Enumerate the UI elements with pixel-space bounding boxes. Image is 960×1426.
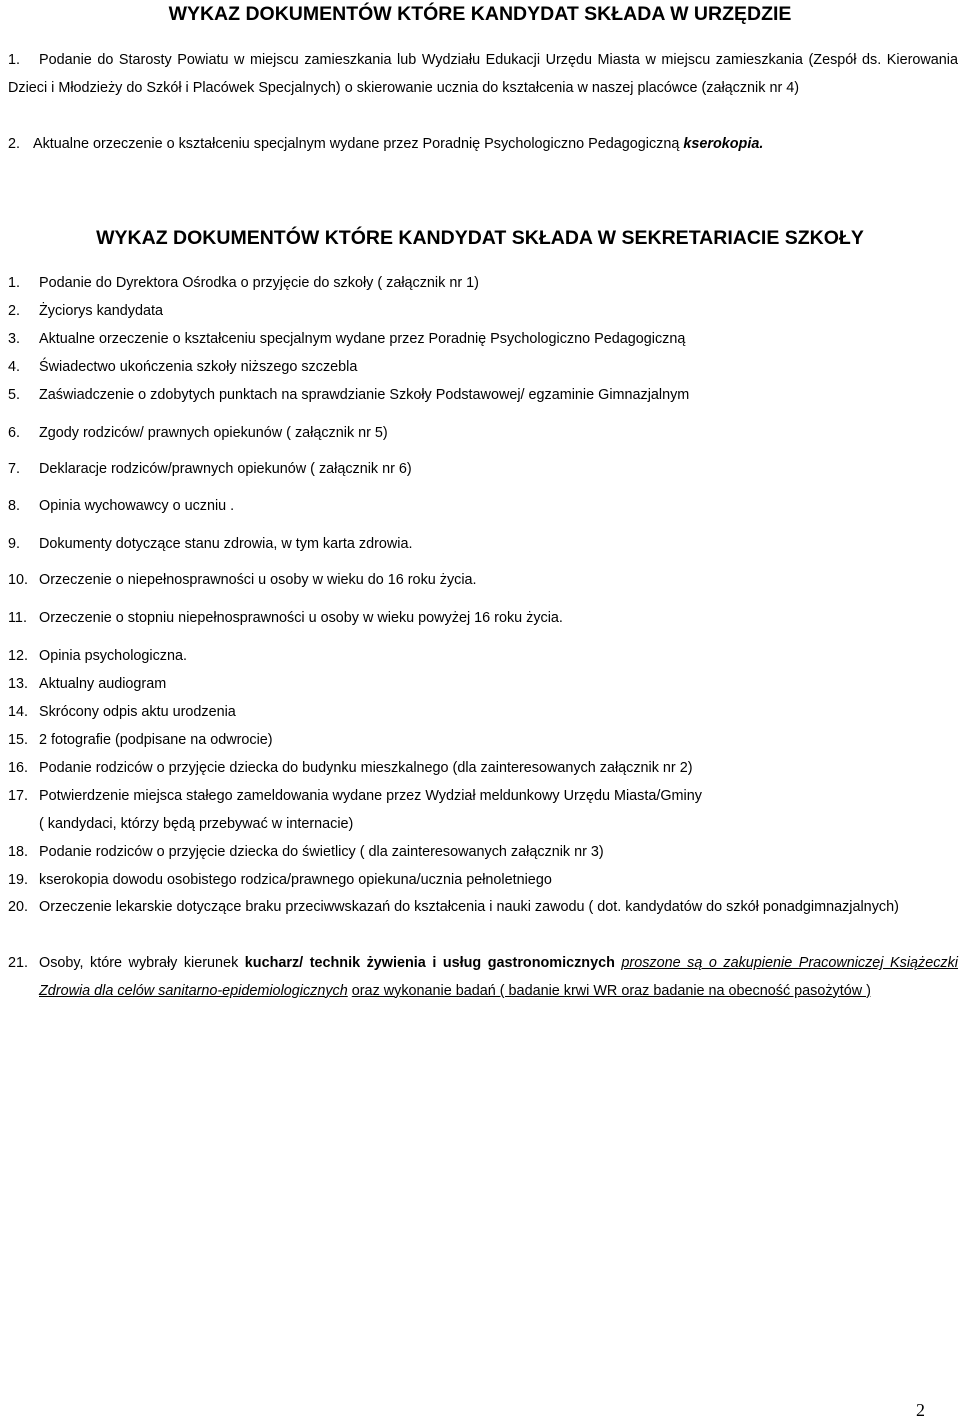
item-number: 2. [8, 303, 21, 319]
item-text: Dokumenty dotyczące stanu zdrowia, w tym karta zdrowia. [39, 536, 413, 552]
item-number: 17. [8, 788, 29, 804]
list-item [8, 567, 958, 595]
list-item [8, 727, 958, 755]
list-item [8, 531, 958, 559]
item-number: 3. [8, 331, 21, 347]
item-number: 19. [8, 872, 29, 888]
item-number: 8. [8, 498, 21, 514]
list-item [8, 950, 958, 1005]
item-text: Skrócony odpis aktu urodzenia [39, 704, 236, 720]
item-emphasis: kserokopia. [683, 136, 764, 152]
item-text: Podanie rodziców o przyjęcie dziecka do świetlicy ( dla zainteresowanych załącznik nr 3) [39, 844, 604, 860]
item-number: 13. [8, 676, 29, 692]
list-item [8, 420, 958, 448]
item-text: Deklaracje rodziców/prawnych opiekunów ( załącznik nr 6) [39, 461, 412, 477]
item-text: Orzeczenie lekarskie dotyczące braku przeciwwskazań do kształcenia i nauki zawodu ( dot. kandydatów do szkół ponadgimnazjalnych) [39, 899, 899, 915]
item-text: Orzeczenie o niepełnosprawności u osoby w wieku do 16 roku życia. [39, 572, 477, 588]
item-number: 7. [8, 461, 21, 477]
item-text: Aktualny audiogram [39, 676, 167, 692]
list-item [8, 326, 958, 354]
item-text-wrapper [39, 950, 958, 1005]
list-item [8, 456, 958, 484]
list-item [8, 131, 958, 159]
item-number: 10. [8, 572, 29, 588]
item-text: Aktualne orzeczenie o kształceniu specjalnym wydane przez Poradnię Psychologiczno Pedagogiczną [39, 331, 686, 347]
item-text-underline: oraz wykonanie badań ( badanie krwi WR oraz badanie na obecność pasożytów ) [351, 982, 871, 999]
item-text: Podanie do Dyrektora Ośrodka o przyjęcie do szkoły ( załącznik nr 1) [39, 275, 479, 291]
item-text: 2 fotografie (podpisane na odwrocie) [39, 732, 273, 748]
item-text: Podanie do Starosty Powiatu w miejscu zamieszkania lub Wydziału Edukacji Urzędu Miasta w miejscu zamieszkania (Zespół ds. Kierowania Dzieci i Młodzieży do Szkół i Placówek Specjalnych) o skierowanie ucznia do kształcenia w naszej placówce (załącznik nr 4) [8, 52, 958, 96]
list-item [8, 867, 958, 895]
section1-title: WYKAZ DOKUMENTÓW KTÓRE KANDYDAT SKŁADA W URZĘDZIE [168, 3, 792, 25]
item-number: 2. [8, 136, 21, 152]
item-text-continued: ( kandydaci, którzy będą przebywać w internacie) [39, 815, 354, 832]
item-text: Życiorys kandydata [39, 303, 163, 319]
item-number: 21. [8, 955, 29, 971]
list-item [8, 783, 958, 838]
item-text: Potwierdzenie miejsca stałego zameldowania wydane przez Wydział meldunkowy Urzędu Miasta/Gminy [39, 788, 702, 804]
item-number: 1. [8, 52, 21, 68]
list-item [8, 605, 958, 633]
item-number: 11. [8, 610, 27, 626]
item-number: 6. [8, 425, 21, 441]
item-text: Opinia psychologiczna. [39, 648, 187, 664]
item-number: 18. [8, 844, 29, 860]
list-item [8, 382, 958, 410]
page-number: 2 [916, 1400, 925, 1420]
list-item [8, 298, 958, 326]
list-item [8, 354, 958, 382]
item-text: Podanie rodziców o przyjęcie dziecka do budynku mieszkalnego (dla zainteresowanych załącznik nr 2) [39, 760, 693, 776]
item-text: Zgody rodziców/ prawnych opiekunów ( załącznik nr 5) [39, 425, 388, 441]
list-item [8, 47, 958, 102]
item-text: Osoby, które wybrały kierunek [39, 955, 245, 971]
item-text: Zaświadczenie o zdobytych punktach na sprawdzianie Szkoły Podstawowej/ egzaminie Gimnazjalnym [39, 387, 690, 403]
item-text-wrapper [33, 131, 958, 159]
list-item [8, 699, 958, 727]
item-text: Świadectwo ukończenia szkoły niższego szczebla [39, 359, 358, 375]
item-text: Opinia wychowawcy o uczniu . [39, 498, 235, 514]
item-text: Aktualne orzeczenie o kształceniu specjalnym wydane przez Poradnię Psychologiczno Pedagogiczną [33, 136, 684, 152]
item-text: kserokopia dowodu osobistego rodzica/prawnego opiekuna/ucznia pełnoletniego [39, 872, 552, 888]
item-number: 16. [8, 760, 29, 776]
item-text: Orzeczenie o stopniu niepełnosprawności u osoby w wieku powyżej 16 roku życia. [39, 610, 563, 626]
item-number: 15. [8, 732, 29, 748]
list-item [8, 270, 958, 298]
item-number: 12. [8, 648, 29, 664]
list-item [8, 894, 958, 922]
list-item [8, 493, 958, 521]
list-item [8, 643, 958, 671]
list-item [8, 839, 958, 867]
item-number: 5. [8, 387, 21, 403]
item-number: 14. [8, 704, 29, 720]
item-number: 20. [8, 899, 29, 915]
list-item [8, 671, 958, 699]
item-text-underline-italic: proszone są o zakupienie Pracowniczej Książeczki Zdrowia dla celów sanitarno-epidemiologicznych [39, 955, 959, 999]
item-number: 9. [8, 536, 21, 552]
list-item [8, 755, 958, 783]
section2-title: WYKAZ DOKUMENTÓW KTÓRE KANDYDAT SKŁADA W SEKRETARIACIE SZKOŁY [96, 227, 864, 249]
item-number: 1. [8, 275, 21, 291]
item-text-bold: kucharz/ technik żywienia i usług gastronomicznych [244, 955, 615, 971]
item-number: 4. [8, 359, 21, 375]
